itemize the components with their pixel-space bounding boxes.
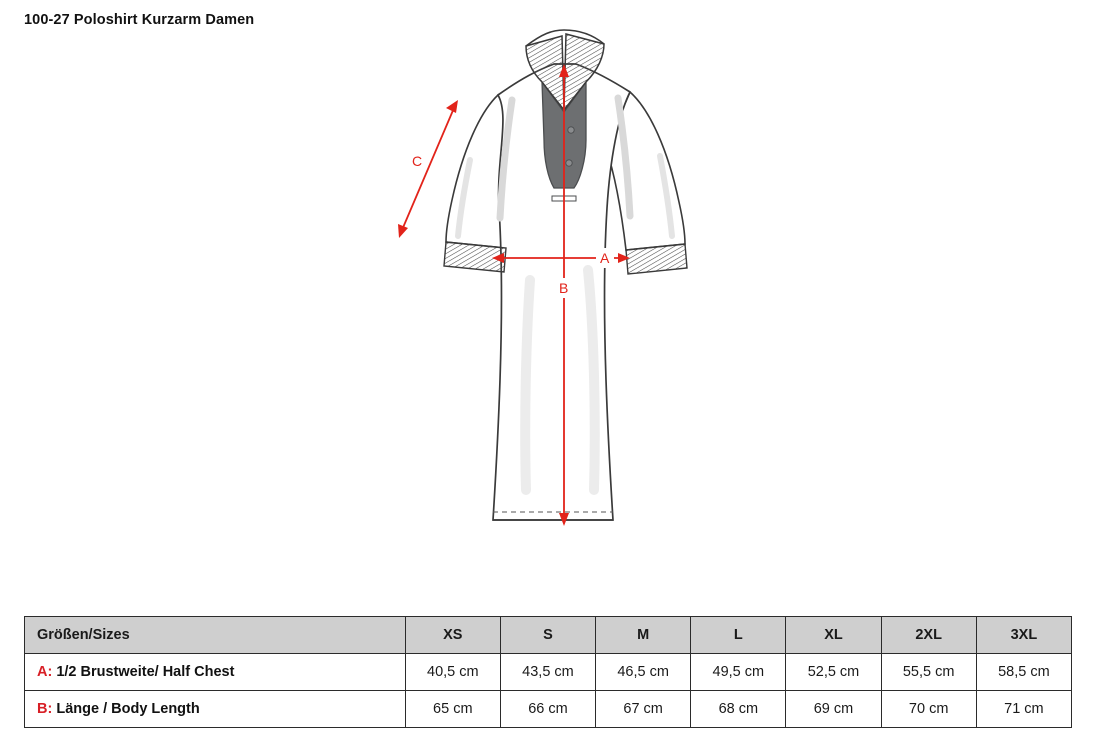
cell-length-xs: 65 cm	[405, 691, 500, 728]
cell-chest-m: 46,5 cm	[596, 654, 691, 691]
cell-length-2xl: 70 cm	[881, 691, 976, 728]
row-text-length: Länge / Body Length	[52, 701, 200, 717]
table-row	[25, 691, 1072, 728]
cell-length-l: 68 cm	[691, 691, 786, 728]
cell-chest-xs: 40,5 cm	[405, 654, 500, 691]
header-size-s: S	[500, 617, 595, 654]
header-size-m: M	[596, 617, 691, 654]
polo-shirt-measurement-diagram	[330, 20, 790, 580]
cell-length-s: 66 cm	[500, 691, 595, 728]
header-size-l: L	[691, 617, 786, 654]
measure-label-c: C	[412, 153, 423, 169]
table-row	[25, 654, 1072, 691]
cell-chest-s: 43,5 cm	[500, 654, 595, 691]
header-sizes-label: Größen/Sizes	[25, 617, 406, 654]
row-label-chest	[25, 654, 406, 691]
row-key-b: B:	[37, 701, 53, 717]
cell-length-m: 67 cm	[596, 691, 691, 728]
header-size-xs: XS	[405, 617, 500, 654]
measure-label-b: B	[559, 280, 569, 296]
row-key-a: A:	[37, 664, 53, 680]
cell-chest-3xl: 58,5 cm	[976, 654, 1071, 691]
header-size-xl: XL	[786, 617, 881, 654]
size-table	[24, 616, 1072, 728]
measure-label-a: A	[600, 250, 610, 266]
table-header-row	[25, 617, 1072, 654]
cell-chest-xl: 52,5 cm	[786, 654, 881, 691]
cell-length-3xl: 71 cm	[976, 691, 1071, 728]
header-size-2xl: 2XL	[881, 617, 976, 654]
row-text-chest: 1/2 Brustweite/ Half Chest	[52, 664, 235, 680]
cell-length-xl: 69 cm	[786, 691, 881, 728]
page-title: 100-27 Poloshirt Kurzarm Damen	[24, 12, 255, 28]
header-size-3xl: 3XL	[976, 617, 1071, 654]
row-label-length	[25, 691, 406, 728]
garment-illustration	[444, 30, 687, 520]
cell-chest-l: 49,5 cm	[691, 654, 786, 691]
cell-chest-2xl: 55,5 cm	[881, 654, 976, 691]
